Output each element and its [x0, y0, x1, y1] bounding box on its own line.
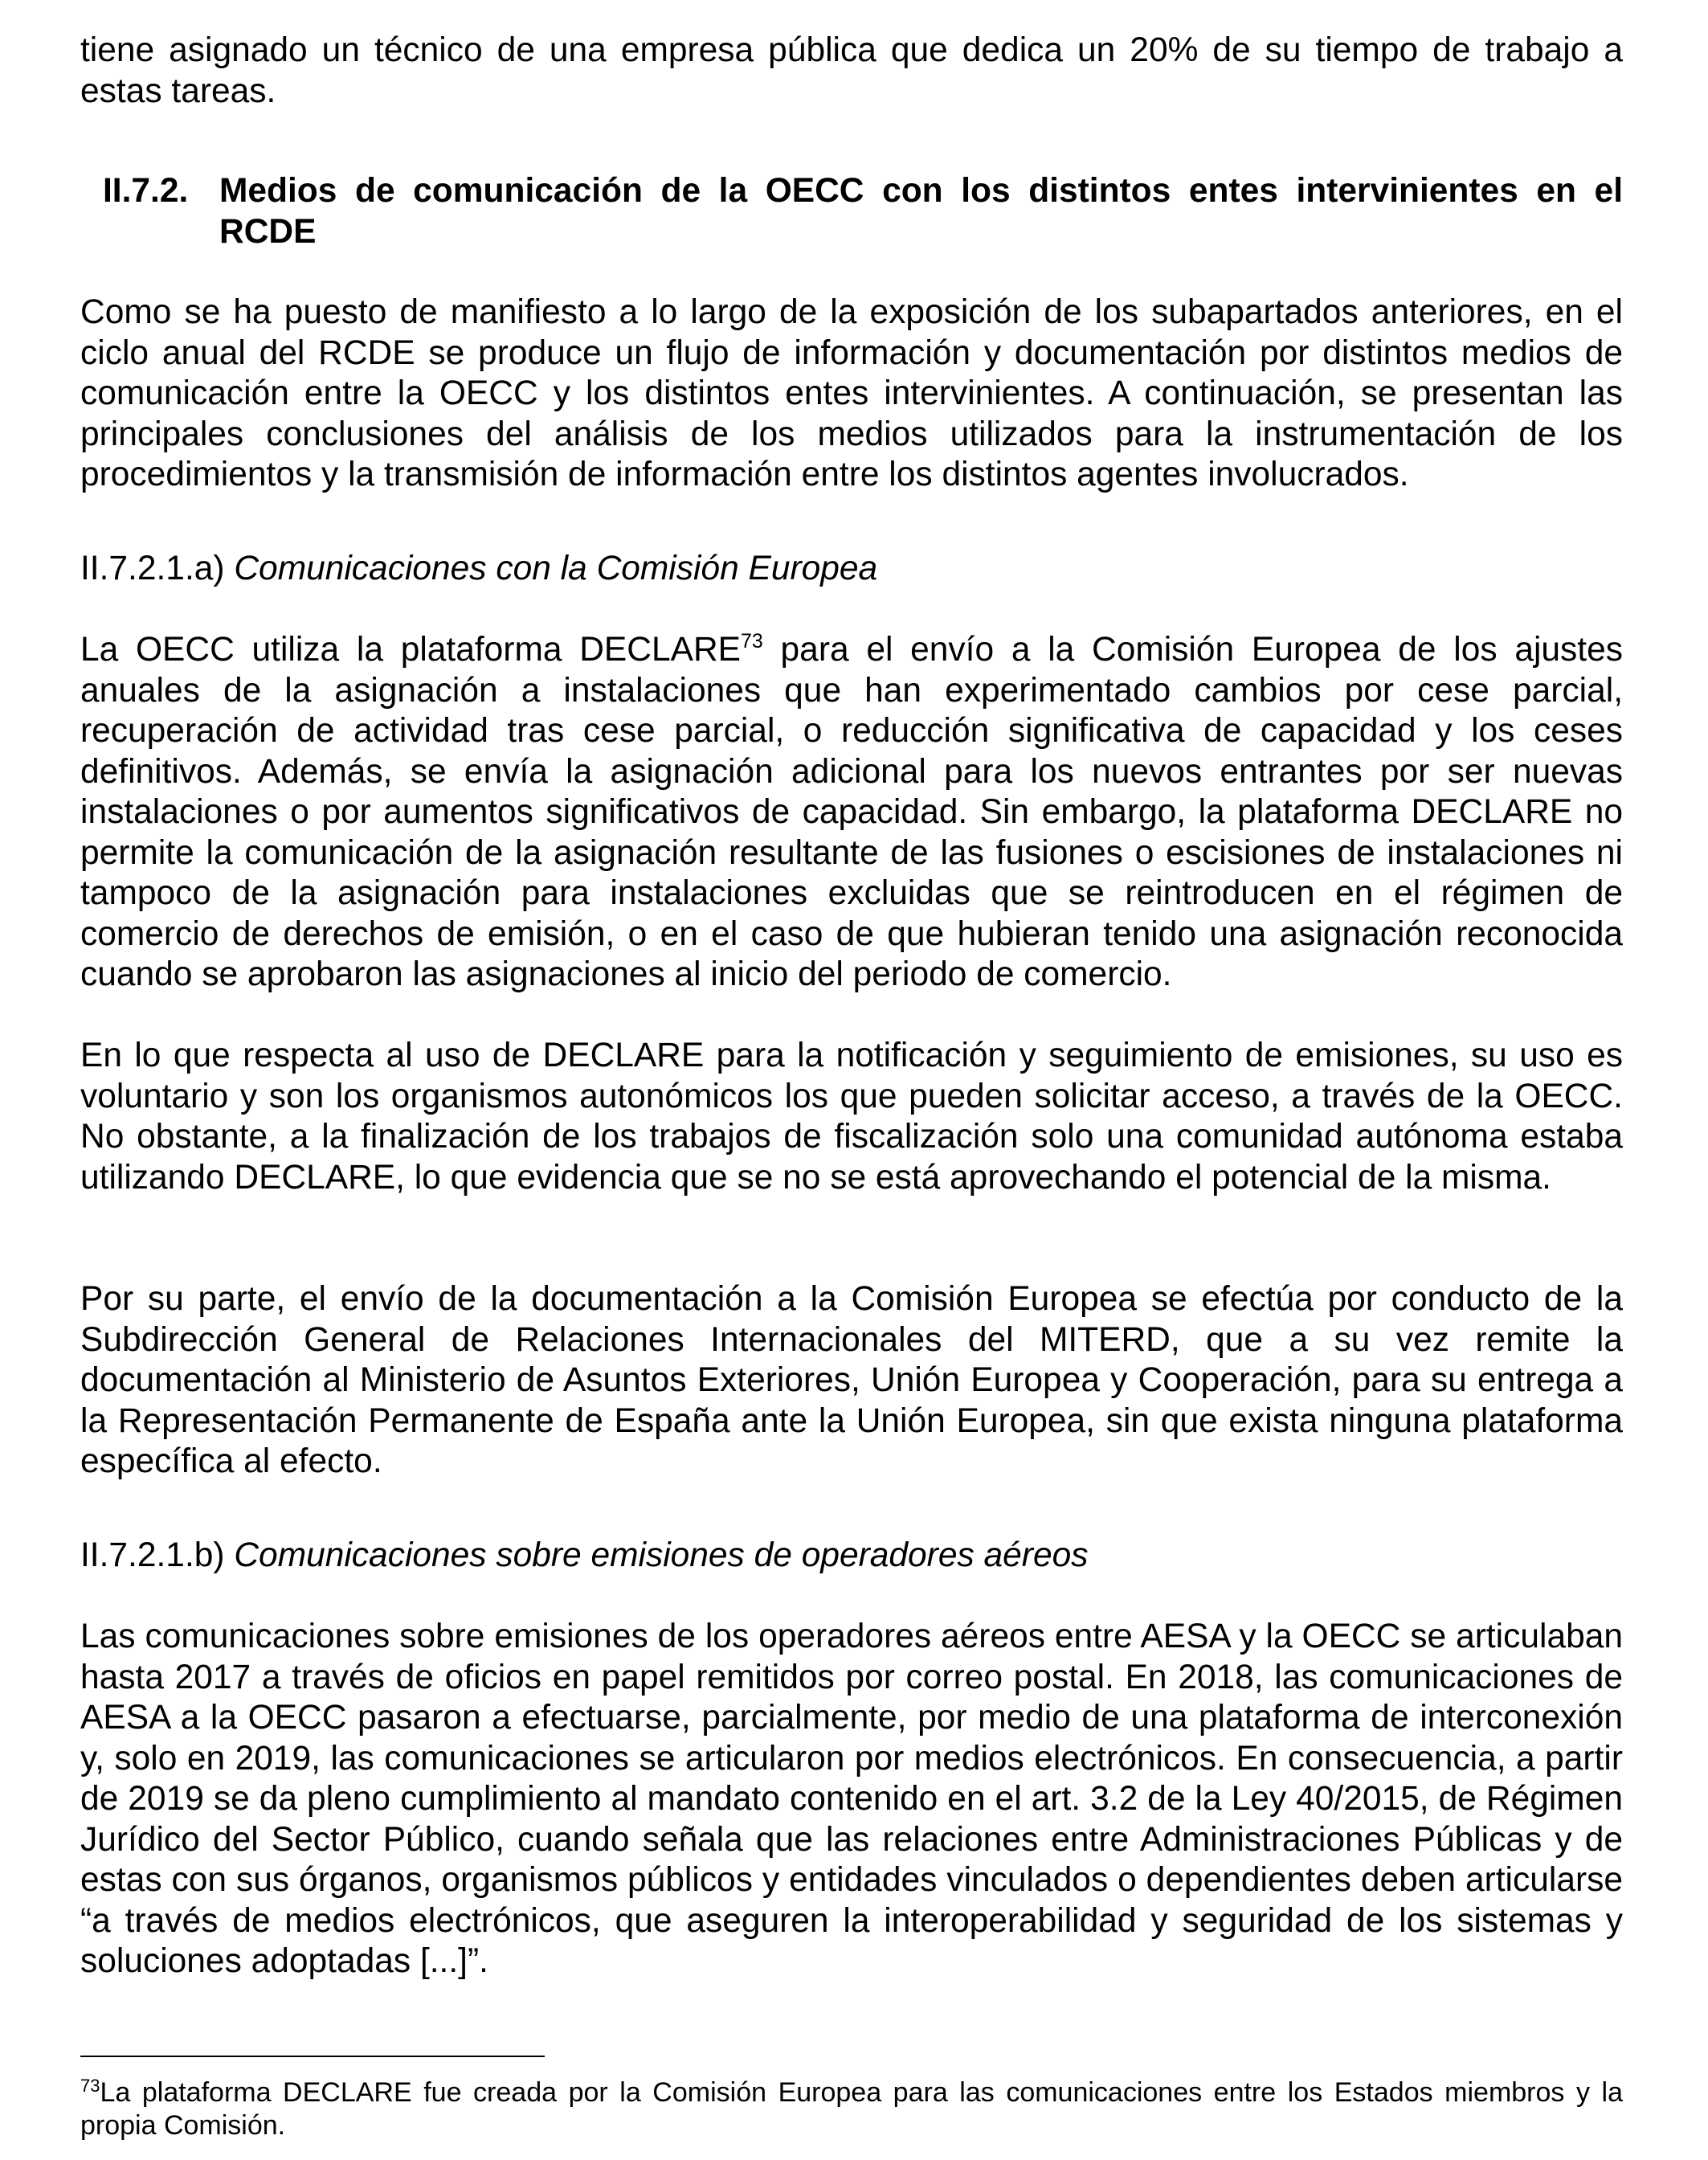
footnote-reference[interactable]: 73	[741, 630, 763, 652]
subsection-b-heading	[80, 1536, 1088, 1577]
section-heading	[103, 171, 1623, 252]
footnote	[80, 2076, 1623, 2142]
section-title: Medios de comunicación de la OECC con los distintos entes intervinientes en el RCDE	[219, 172, 1623, 251]
footnote-number: 73	[80, 2076, 100, 2096]
subsection-a-paragraph-1	[80, 630, 1623, 996]
subsection-a-title: Comunicaciones con la Comisión Europea	[234, 550, 878, 587]
declare-intro-text: La OECC utiliza la plataforma DECLARE	[80, 631, 741, 669]
subsection-a-heading	[80, 549, 877, 590]
subsection-b-number: II.7.2.1.b)	[80, 1536, 225, 1574]
subsection-a-number: II.7.2.1.a)	[80, 550, 225, 587]
footnote-text: La plataforma DECLARE fue creada por la Comisión Europea para las comunicaciones entre los Estados miembros y la propia Comisión.	[80, 2077, 1623, 2141]
intro-paragraph: Como se ha puesto de manifiesto a lo largo de la exposición de los subapartados anteriores, en el ciclo anual del RCDE se produce un flujo de información y documentación por distintos medios de comunicación entre la OECC y los distintos entes intervinientes. A continuación, se presentan las principales conclusiones del análisis de los medios utilizados para la instrumentación de los procedimientos y la transmisión de información entre los distintos agentes involucrados.	[80, 293, 1623, 493]
section-number: II.7.2.	[103, 172, 189, 210]
footnote-separator	[80, 2056, 545, 2057]
declare-body-text: para el envío a la Comisión Europea de los ajustes anuales de la asignación a instalaciones que han experimentado cambios por cese parcial, recuperación de actividad tras cese parcial, o reducción significativa de capacidad y los ceses definitivos. Además, se envía la asignación adicional para los nuevos entrantes por ser nuevas instalaciones o por aumentos significativos de capacidad. Sin embargo, la plataforma DECLARE no permite la comunicación de la asignación resultante de las fusiones o escisiones de instalaciones ni tampoco de la asignación para instalaciones excluidas que se reintroducen en el régimen de comercio de derechos de emisión, o en el caso de que hubieran tenido una asignación reconocida cuando se aprobaron las asignaciones al inicio del periodo de comercio.	[80, 631, 1624, 993]
top-paragraph: tiene asignado un técnico de una empresa pública que dedica un 20% de su tiempo de trabajo a estas tareas.	[80, 31, 1623, 110]
subsection-b-title: Comunicaciones sobre emisiones de operadores aéreos	[234, 1536, 1089, 1574]
subsection-b-paragraph-1: Las comunicaciones sobre emisiones de los operadores aéreos entre AESA y la OECC se articulaban hasta 2017 a través de oficios en papel remitidos por correo postal. En 2018, las comunicaciones de AESA a la OECC pasaron a efectuarse, parcialmente, por medio de una plataforma de interconexión y, solo en 2019, las comunicaciones se articularon por medios electrónicos. En consecuencia, a partir de 2019 se da pleno cumplimiento al mandato contenido en el art. 3.2 de la Ley 40/2015, de Régimen Jurídico del Sector Público, cuando señala que las relaciones entre Administraciones Públicas y de estas con sus órganos, organismos públicos y entidades vinculados o dependientes deben articularse “a través de medios electrónicos, que aseguren la interoperabilidad y seguridad de los sistemas y soluciones adoptadas [...]”.	[80, 1618, 1623, 1980]
subsection-a-paragraph-2: En lo que respecta al uso de DECLARE para la notificación y seguimiento de emisiones, su uso es voluntario y son los organismos autonómicos los que pueden solicitar acceso, a través de la OECC. No obstante, a la finalización de los trabajos de fiscalización solo una comunidad autónoma estaba utilizando DECLARE, lo que evidencia que se no se está aprovechando el potencial de la misma.	[80, 1037, 1623, 1197]
subsection-a-paragraph-3: Por su parte, el envío de la documentación a la Comisión Europea se efectúa por conducto de la Subdirección General de Relaciones Internacionales del MITERD, que a su vez remite la documentación al Ministerio de Asuntos Exteriores, Unión Europea y Cooperación, para su entrega a la Representación Permanente de España ante la Unión Europea, sin que exista ninguna plataforma específica al efecto.	[80, 1280, 1623, 1480]
